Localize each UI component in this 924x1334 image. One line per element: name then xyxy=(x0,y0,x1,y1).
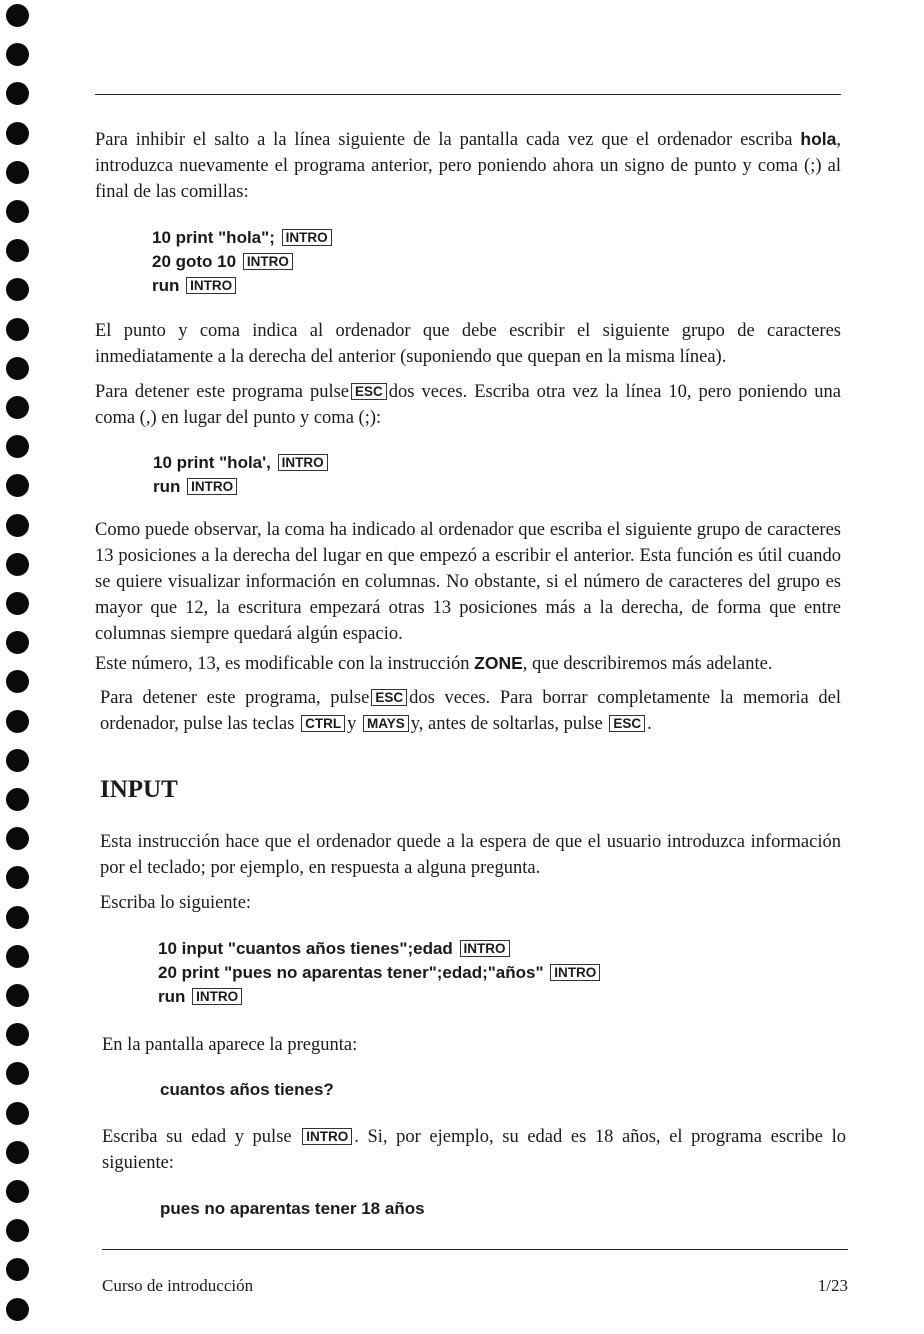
program-1 xyxy=(152,226,334,298)
question-paragraph: En la pantalla aparece la pregunta: xyxy=(102,1035,358,1055)
key-intro: INTRO xyxy=(186,277,236,294)
binder-hole xyxy=(6,396,29,419)
code-line: run INTRO xyxy=(153,475,330,499)
binder-hole xyxy=(6,945,29,968)
binder-hole xyxy=(6,788,29,811)
age-paragraph: Escriba su edad y pulse INTRO . Si, por ejemplo, su edad es 18 años, el programa escribe lo siguiente: xyxy=(102,1127,846,1173)
comma-paragraph: Como puede observar, la coma ha indicado al ordenador que escriba el siguiente grupo de caracteres 13 posiciones a la derecha del lugar en que empezó a escribir el anterior. Esta función es útil cuando se quiere visualizar información en columnas. No obstante, si el número de caracteres del grupo es mayor que 12, la escritura empezará otras 13 posiciones más a la derecha, de forma que entre columnas siempre quedará algún espacio. xyxy=(95,520,841,644)
binder-hole xyxy=(6,318,29,341)
binder-hole xyxy=(6,984,29,1007)
key-intro: INTRO xyxy=(282,229,332,246)
keyword-hola: hola xyxy=(800,129,837,149)
footer-title: Curso de introducción xyxy=(102,1276,254,1295)
binder-hole xyxy=(6,866,29,889)
binder-hole xyxy=(6,1023,29,1046)
output-question: cuantos años tienes? xyxy=(160,1080,334,1099)
key-intro: INTRO xyxy=(187,478,237,495)
section-heading: INPUT xyxy=(100,776,178,803)
binder-hole xyxy=(6,1298,29,1321)
binder-hole xyxy=(6,1219,29,1242)
binder-hole xyxy=(6,43,29,66)
code-line: 20 goto 10 INTRO xyxy=(152,250,334,274)
key-intro: INTRO xyxy=(278,454,328,471)
key-esc: ESC xyxy=(609,715,645,732)
binder-hole xyxy=(6,161,29,184)
binder-hole xyxy=(6,631,29,654)
binder-hole xyxy=(6,749,29,772)
stop-paragraph-1: Para detener este programa pulse ESC dos veces. Escriba otra vez la línea 10, pero poniendo una coma (,) en lugar del punto y coma (;): xyxy=(95,382,841,428)
binder-hole xyxy=(6,1141,29,1164)
stop-paragraph-2: Para detener este programa, pulse ESC dos veces. Para borrar completamente la memoria del ordenador, pulse las teclas CTRL y MAYS y, antes de soltarlas, pulse ESC . xyxy=(100,688,841,734)
key-intro: INTRO xyxy=(192,988,242,1005)
binder-hole xyxy=(6,200,29,223)
code-line: run INTRO xyxy=(152,274,334,298)
intro-paragraph: Para inhibir el salto a la línea siguiente de la pantalla cada vez que el ordenador escriba hola, introduzca nuevamente el programa anterior, pero poniendo ahora un signo de punto y coma (;) al final de las comillas: xyxy=(95,129,841,202)
binder-hole xyxy=(6,1062,29,1085)
key-mays: MAYS xyxy=(363,715,409,732)
binder-hole xyxy=(6,1180,29,1203)
binder-holes xyxy=(2,0,34,1334)
binder-hole xyxy=(6,906,29,929)
binder-hole xyxy=(6,514,29,537)
binder-hole xyxy=(6,474,29,497)
program-3 xyxy=(158,937,602,1009)
write-paragraph: Escriba lo siguiente: xyxy=(100,893,252,913)
semicolon-paragraph: El punto y coma indica al ordenador que debe escribir el siguiente grupo de caracteres inmediatamente a la derecha del anterior (suponiendo que quepan en la misma línea). xyxy=(95,321,841,367)
binder-hole xyxy=(6,435,29,458)
binder-hole xyxy=(6,1102,29,1125)
binder-hole xyxy=(6,670,29,693)
key-intro: INTRO xyxy=(550,964,600,981)
binder-hole xyxy=(6,357,29,380)
key-ctrl: CTRL xyxy=(301,715,345,732)
keyword-zone: ZONE xyxy=(474,653,523,673)
output-answer: pues no aparentas tener 18 años xyxy=(160,1199,425,1218)
key-esc: ESC xyxy=(371,689,407,706)
binder-hole xyxy=(6,122,29,145)
binder-hole xyxy=(6,82,29,105)
code-line: 20 print "pues no aparentas tener";edad;"años" INTRO xyxy=(158,961,602,985)
code-line: 10 print "hola', INTRO xyxy=(153,451,330,475)
top-rule xyxy=(95,94,841,95)
binder-hole xyxy=(6,553,29,576)
binder-hole xyxy=(6,239,29,262)
binder-hole xyxy=(6,4,29,27)
code-line: 10 print "hola"; INTRO xyxy=(152,226,334,250)
binder-hole xyxy=(6,278,29,301)
binder-hole xyxy=(6,710,29,733)
page-number: 1/23 xyxy=(817,1276,848,1295)
binder-hole xyxy=(6,827,29,850)
key-esc: ESC xyxy=(351,383,387,400)
code-line: run INTRO xyxy=(158,985,602,1009)
program-2 xyxy=(153,451,330,499)
key-intro: INTRO xyxy=(243,253,293,270)
code-line: 10 input "cuantos años tienes";edad INTRO xyxy=(158,937,602,961)
zone-paragraph: Este número, 13, es modificable con la instrucción ZONE, que describiremos más adelante. xyxy=(95,653,773,674)
key-intro: INTRO xyxy=(302,1128,352,1145)
input-paragraph: Esta instrucción hace que el ordenador quede a la espera de que el usuario introduzca información por el teclado; por ejemplo, en respuesta a alguna pregunta. xyxy=(100,832,841,878)
binder-hole xyxy=(6,592,29,615)
binder-hole xyxy=(6,1258,29,1281)
bottom-rule xyxy=(102,1249,848,1250)
key-intro: INTRO xyxy=(460,940,510,957)
